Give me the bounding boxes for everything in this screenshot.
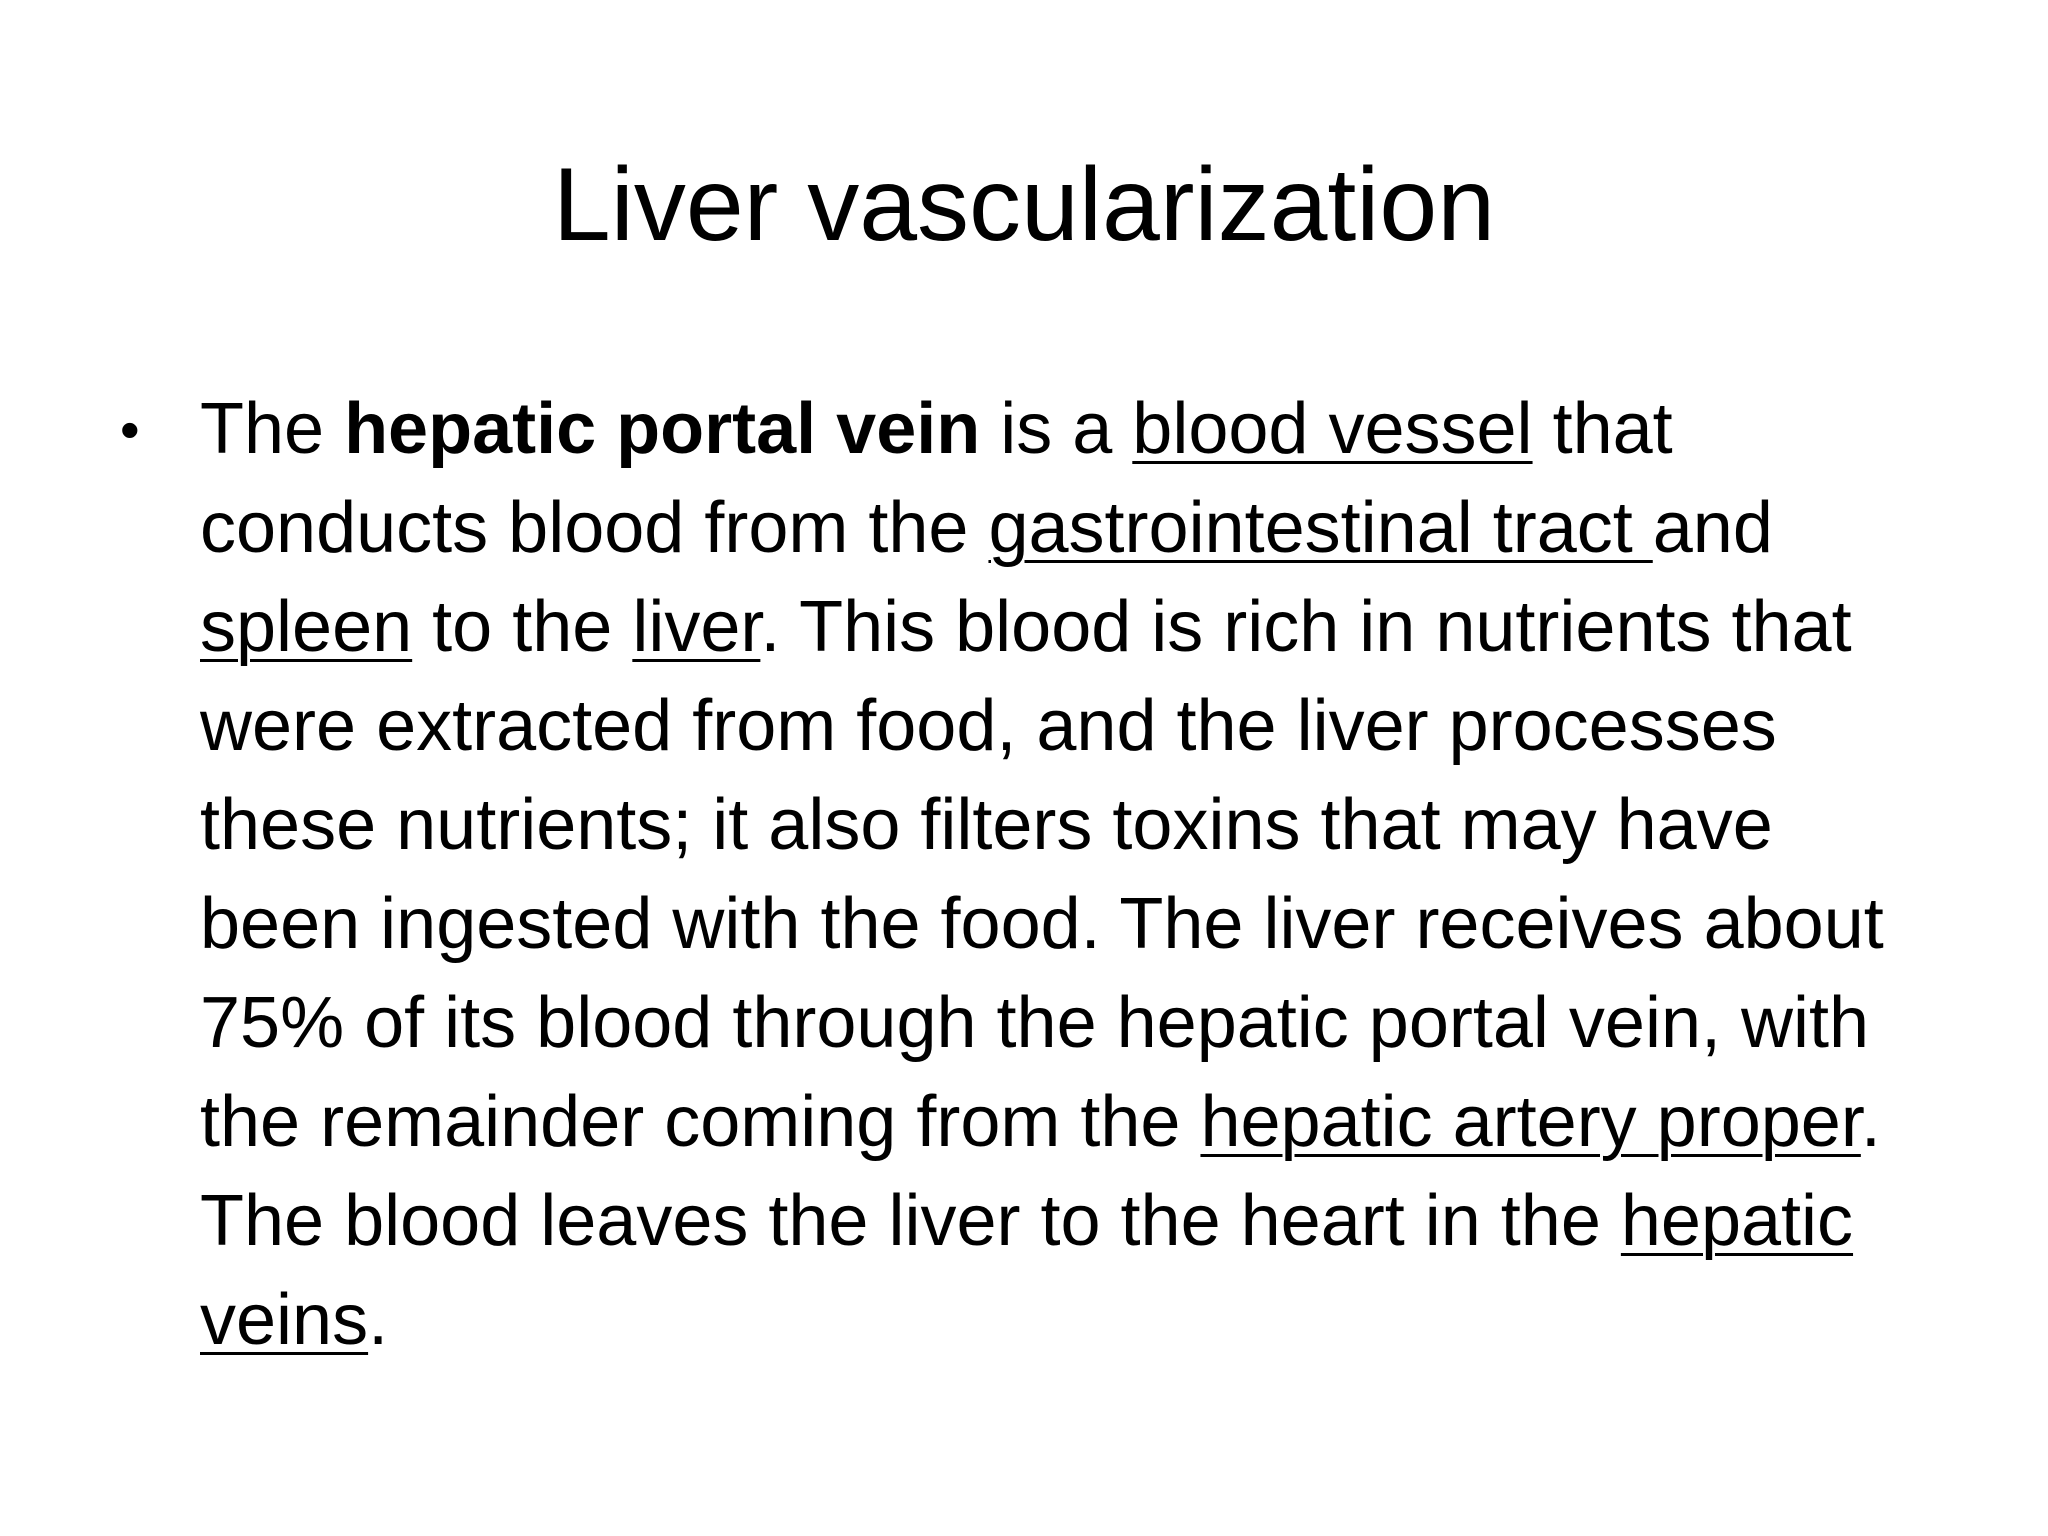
text-segment: is a	[980, 389, 1133, 469]
link-hepatic-veins[interactable]: hepatic veins	[200, 1181, 1854, 1360]
text-segment: . The blood leaves the liver to the heart in the	[200, 1082, 1881, 1261]
link-spleen[interactable]: spleen	[200, 587, 413, 667]
text-segment: and	[1652, 488, 1773, 568]
list-item	[120, 380, 1940, 1370]
bullet-text	[200, 389, 1884, 1360]
text-segment: to the	[412, 587, 633, 667]
link-gastrointestinal-tract[interactable]: gastrointestinal tract	[988, 488, 1653, 568]
link-blood-vessel[interactable]: blood vessel	[1132, 389, 1533, 469]
text-segment: .	[368, 1280, 389, 1360]
link-hepatic-artery-proper[interactable]: hepatic artery proper	[1200, 1082, 1861, 1162]
text-segment: that conducts blood from the	[200, 389, 1673, 568]
term-hepatic-portal-vein: hepatic portal vein	[344, 389, 981, 469]
slide-title: Liver vascularization	[552, 147, 1496, 263]
text-segment: . This blood is rich in nutrients that were extracted from food, and the liver processes these nutrients; it also filters toxins that may have been ingested with the food. The liver receives about 75% of its blood through the hepatic portal vein, with the remainder coming from the	[200, 587, 1884, 1162]
link-liver[interactable]: liver	[632, 587, 761, 667]
text-segment: The	[200, 389, 345, 469]
bullet-icon: •	[120, 398, 140, 461]
bullet-list	[120, 380, 1940, 1370]
